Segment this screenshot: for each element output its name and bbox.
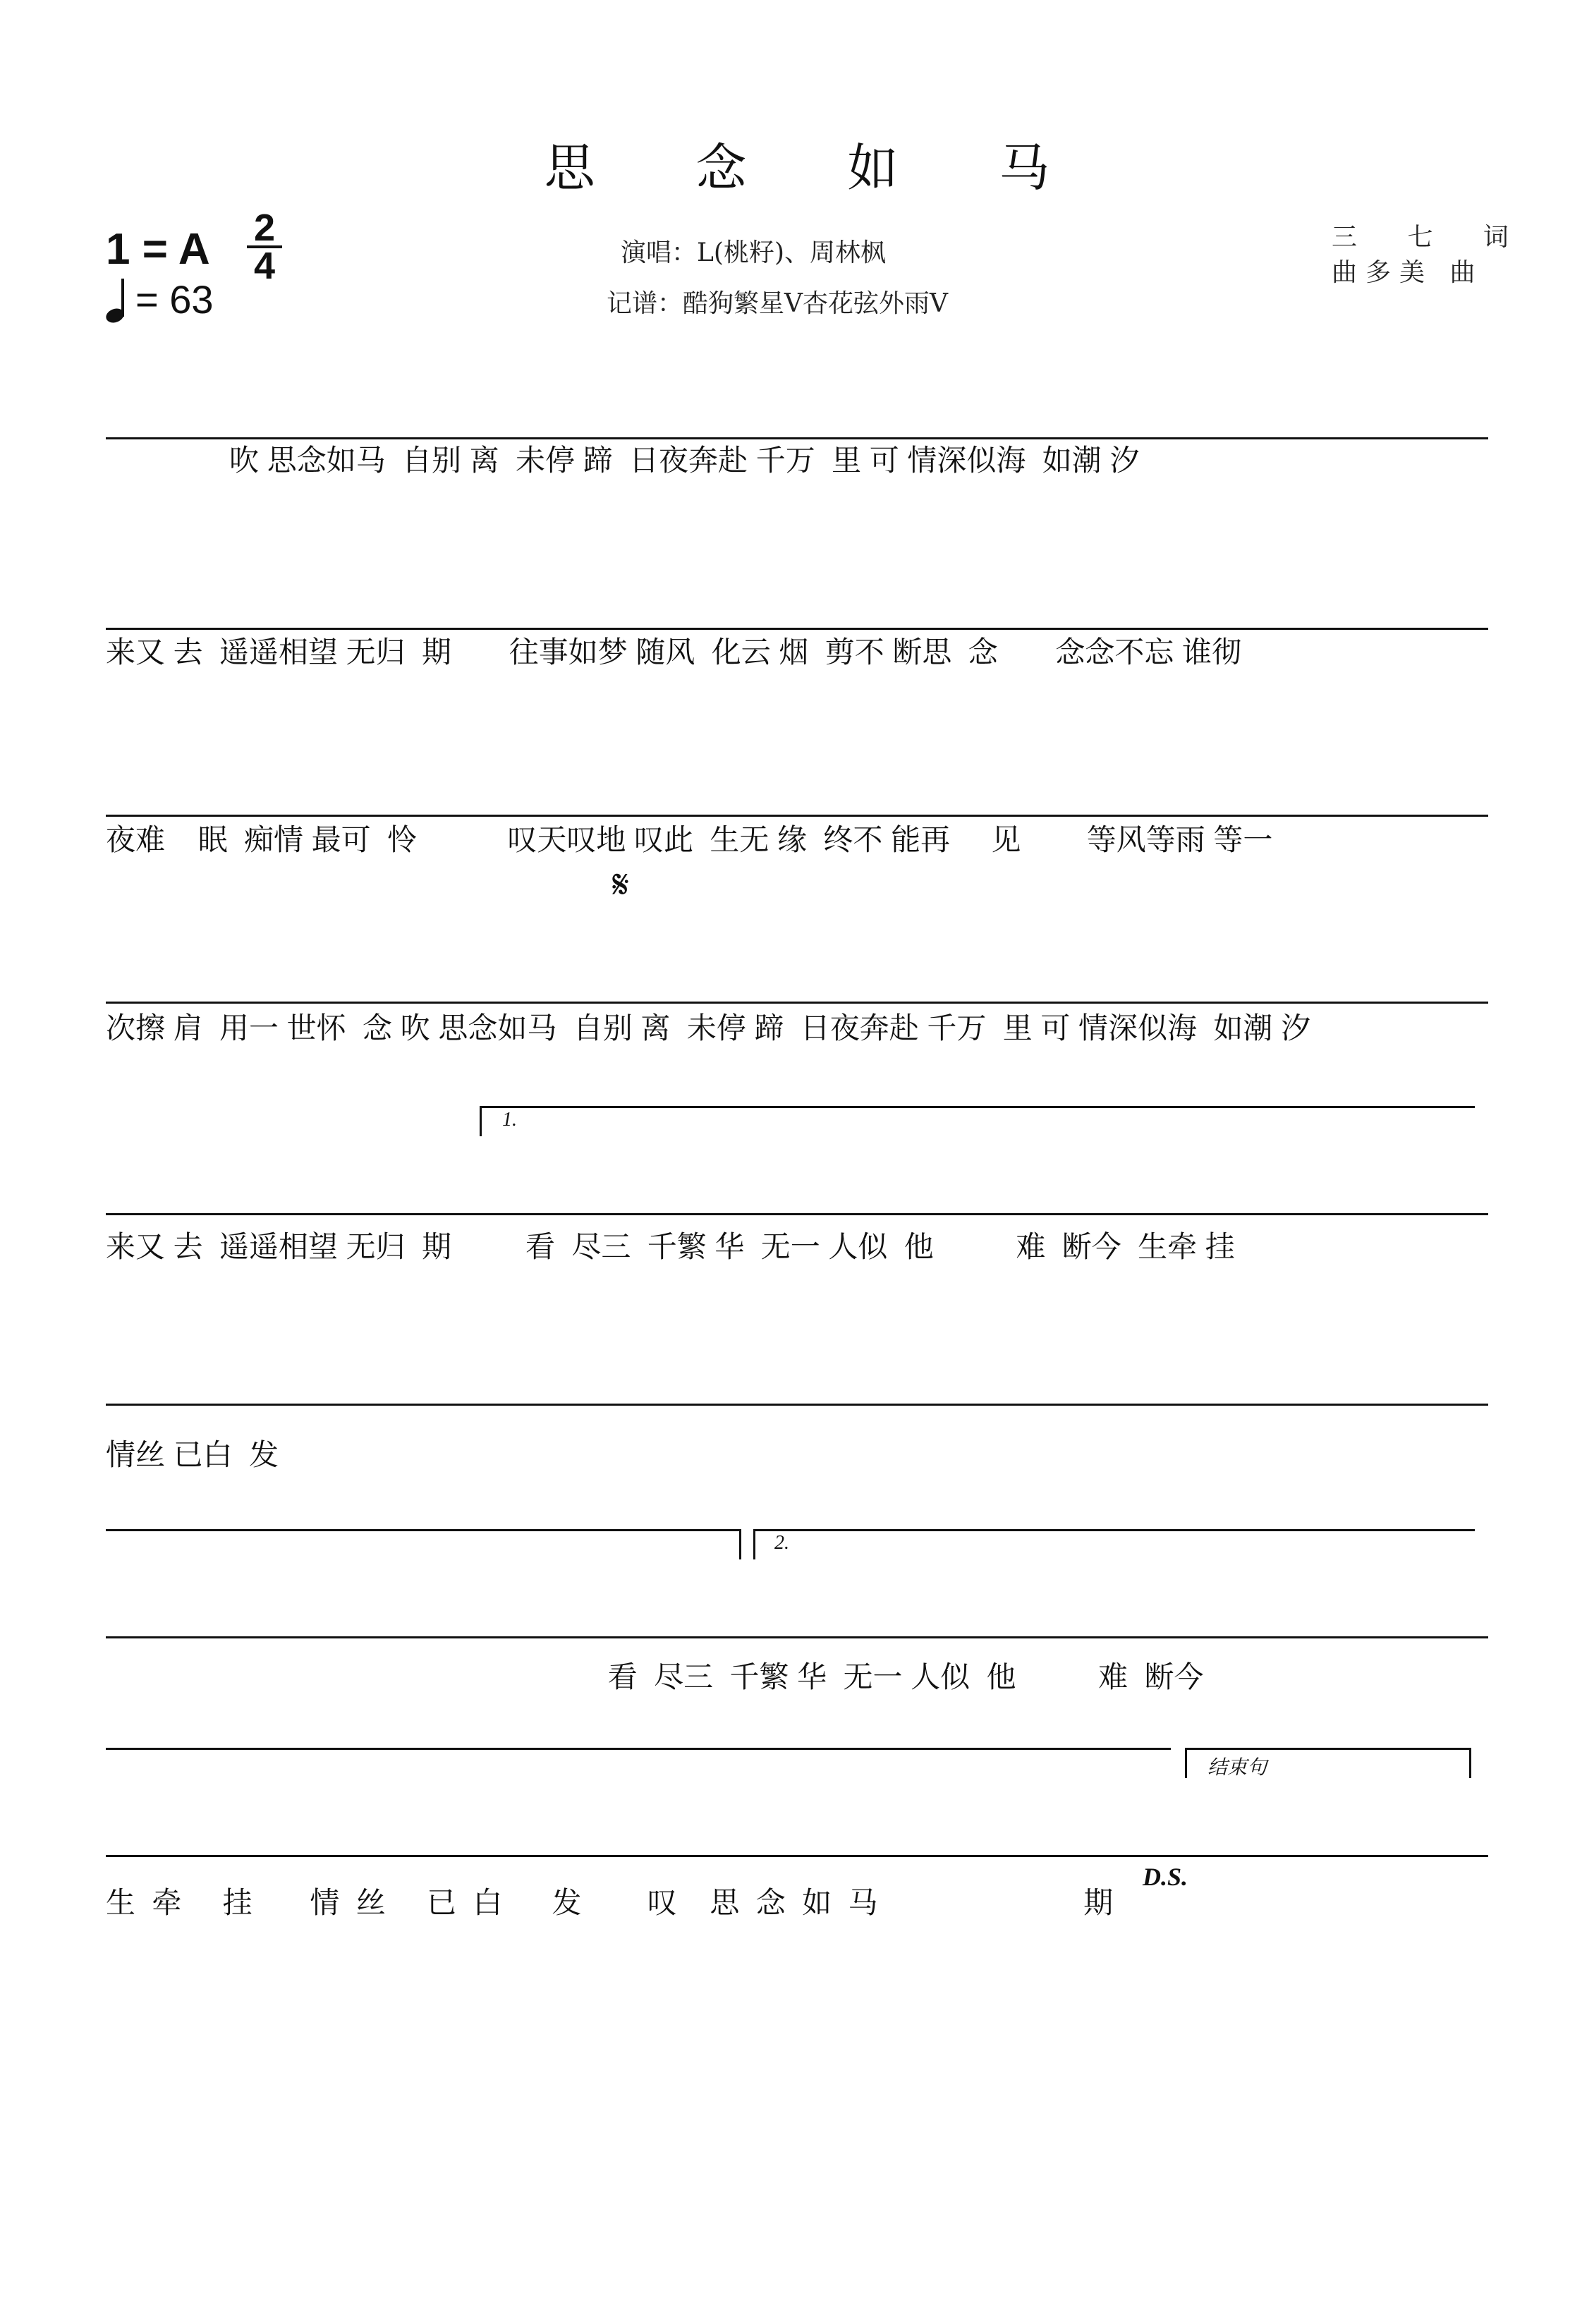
notation-row-8 bbox=[106, 1749, 1488, 1857]
lyric-line-1: 吹 思念如马 自别 离 未停 蹄 日夜奔赴 千万 里 可 情深似海 如潮 汐 bbox=[106, 444, 1140, 477]
lyric-line-3: 夜难 眠 痴情 最可 怜 叹天叹地 叹此 生无 缘 终不 能再 见 等风等雨 等一 bbox=[106, 823, 1273, 856]
time-signature-top: 2 bbox=[253, 207, 276, 249]
lyric-line-6: 情丝 已白 发 bbox=[106, 1438, 279, 1471]
notation-row-4 bbox=[106, 896, 1488, 1004]
notation-row-7 bbox=[106, 1531, 1488, 1638]
lyric-line-2: 来又 去 遥遥相望 无归 期 往事如梦 随风 化云 烟 剪不 断思 念 念念不忘 谁彻 bbox=[106, 635, 1242, 669]
key-signature: 1 = A bbox=[106, 225, 210, 274]
notation-row-5 bbox=[106, 1107, 1488, 1215]
lyric-line-4: 次擦 肩 用一 世怀 念 吹 思念如马 自别 离 未停 蹄 日夜奔赴 千万 里 可 情深似海 如潮 汐 bbox=[106, 1011, 1311, 1045]
tempo-mark bbox=[106, 276, 214, 322]
notation-row-6 bbox=[106, 1284, 1488, 1406]
ds-mark: D.S. bbox=[1143, 1863, 1188, 1891]
time-signature-bottom: 4 bbox=[253, 245, 276, 287]
first-ending-label: 1. bbox=[502, 1109, 517, 1131]
lyric-line-8: 生 牵 挂 情 丝 已 白 发 叹 思 念 如 马 期 bbox=[106, 1886, 1114, 1919]
quarter-note-icon bbox=[106, 279, 130, 322]
second-ending-label: 2. bbox=[774, 1532, 789, 1554]
tempo-value: = 63 bbox=[135, 277, 214, 322]
composer-credit: 曲多美 曲 bbox=[1332, 258, 1484, 287]
segno-mark: 𝄋 bbox=[612, 862, 630, 908]
song-title: 思 念 如 马 bbox=[544, 138, 1093, 197]
transcriber-credit: 记谱：酷狗繁星V杏花弦外雨V bbox=[607, 289, 948, 318]
lyricist-credit: 三 七 词 bbox=[1332, 223, 1530, 252]
singer-credit: 演唱：L(桃籽)、周林枫 bbox=[621, 238, 886, 267]
notation-row-1 bbox=[106, 331, 1488, 439]
notation-row-3 bbox=[106, 709, 1488, 817]
notation-row-2 bbox=[106, 522, 1488, 630]
lyric-line-7: 看 尽三 千繁 华 无一 人似 他 难 断今 bbox=[106, 1660, 1204, 1693]
time-signature bbox=[247, 207, 282, 287]
ending-label: 结束句 bbox=[1207, 1757, 1267, 1779]
lyric-line-5: 来又 去 遥遥相望 无归 期 看 尽三 千繁 华 无一 人似 他 难 断今 生牵 挂 bbox=[106, 1230, 1235, 1263]
